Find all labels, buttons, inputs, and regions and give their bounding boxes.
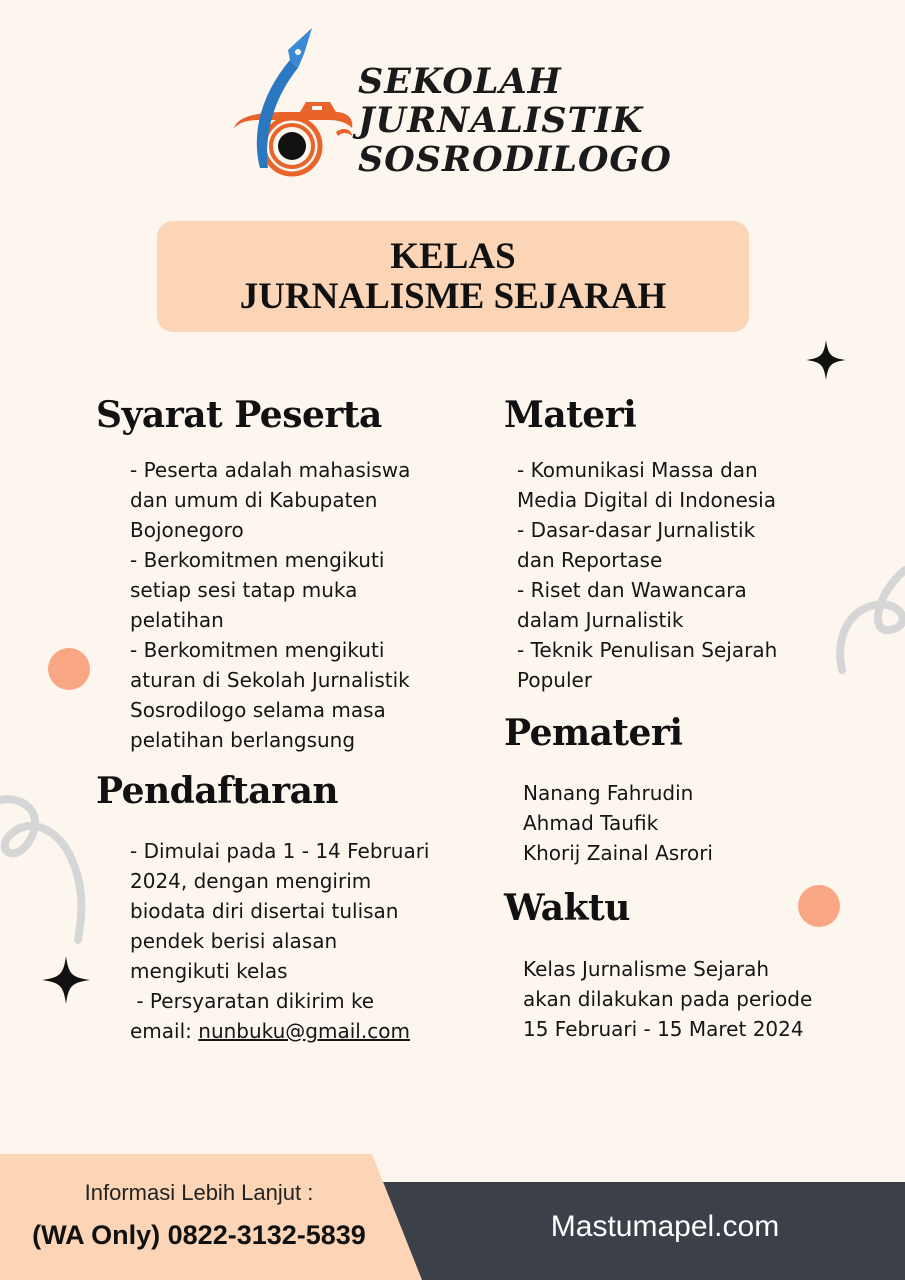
list-line: - Peserta adalah mahasiswa — [130, 458, 411, 482]
list-line: pelatihan berlangsung — [130, 728, 356, 752]
sparkle-icon — [806, 340, 846, 380]
section-heading-materi: Materi — [504, 394, 637, 436]
squiggle-decoration-right — [830, 540, 905, 680]
schedule-line: Kelas Jurnalisme Sejarah — [523, 957, 770, 981]
pemateri-list — [523, 778, 713, 868]
materi-list — [517, 455, 777, 695]
section-heading-pemateri: Pemateri — [504, 712, 683, 754]
school-name-logo — [358, 62, 688, 179]
email-label: email: — [130, 1019, 199, 1043]
logo-line: SEKOLAH — [358, 61, 562, 102]
logo-line: SOSRODILOGO — [358, 139, 672, 180]
list-line: Media Digital di Indonesia — [517, 488, 776, 512]
class-title-banner — [157, 221, 749, 332]
list-line: - Persyaratan dikirim ke — [130, 989, 375, 1013]
banner-line: JURNALISME SEJARAH — [239, 275, 667, 317]
footer-phone[interactable]: (WA Only) 0822-3132-5839 — [32, 1220, 366, 1250]
pen-camera-logo-icon — [228, 28, 356, 178]
syarat-list — [130, 455, 410, 755]
list-line: Sosrodilogo selama masa — [130, 698, 386, 722]
list-line: pelatihan — [130, 608, 224, 632]
list-line: - Berkomitmen mengikuti — [130, 548, 385, 572]
section-heading-pendaftaran: Pendaftaran — [96, 770, 339, 812]
list-line: dalam Jurnalistik — [517, 608, 684, 632]
speaker-name: Ahmad Taufik — [523, 811, 659, 835]
list-line: dan umum di Kabupaten — [130, 488, 378, 512]
section-heading-waktu: Waktu — [504, 887, 630, 929]
decorative-dot — [48, 648, 90, 690]
schedule-line: akan dilakukan pada periode — [523, 987, 813, 1011]
list-line: Populer — [517, 668, 593, 692]
speaker-name: Khorij Zainal Asrori — [523, 841, 713, 865]
section-heading-syarat: Syarat Peserta — [96, 394, 382, 436]
list-line: mengikuti kelas — [130, 959, 288, 983]
logo-line: JURNALISTIK — [358, 100, 644, 141]
list-line: dan Reportase — [517, 548, 663, 572]
list-line: - Dasar-dasar Jurnalistik — [517, 518, 756, 542]
list-line: 2024, dengan mengirim — [130, 869, 372, 893]
list-line: biodata diri disertai tulisan — [130, 899, 399, 923]
schedule-line: 15 Februari - 15 Maret 2024 — [523, 1017, 804, 1041]
list-line: - Teknik Penulisan Sejarah — [517, 638, 778, 662]
list-line: aturan di Sekolah Jurnalistik — [130, 668, 410, 692]
speaker-name: Nanang Fahrudin — [523, 781, 694, 805]
footer-website[interactable]: Mastumapel.com — [550, 1210, 780, 1243]
list-line: pendek berisi alasan — [130, 929, 338, 953]
list-line: - Dimulai pada 1 - 14 Februari — [130, 839, 430, 863]
waktu-text — [523, 954, 812, 1044]
list-line: Bojonegoro — [130, 518, 244, 542]
list-line: - Riset dan Wawancara — [517, 578, 747, 602]
sparkle-icon — [42, 956, 90, 1004]
pendaftaran-list — [130, 836, 429, 1046]
footer-info-label: Informasi Lebih Lanjut : — [84, 1180, 314, 1205]
banner-line: KELAS — [390, 235, 516, 277]
email-line — [130, 1016, 429, 1046]
email-link[interactable]: nunbuku@gmail.com — [198, 1019, 410, 1043]
decorative-dot — [798, 885, 840, 927]
list-line: - Berkomitmen mengikuti — [130, 638, 385, 662]
squiggle-decoration-left — [0, 790, 95, 950]
list-line: - Komunikasi Massa dan — [517, 458, 758, 482]
list-line: setiap sesi tatap muka — [130, 578, 358, 602]
